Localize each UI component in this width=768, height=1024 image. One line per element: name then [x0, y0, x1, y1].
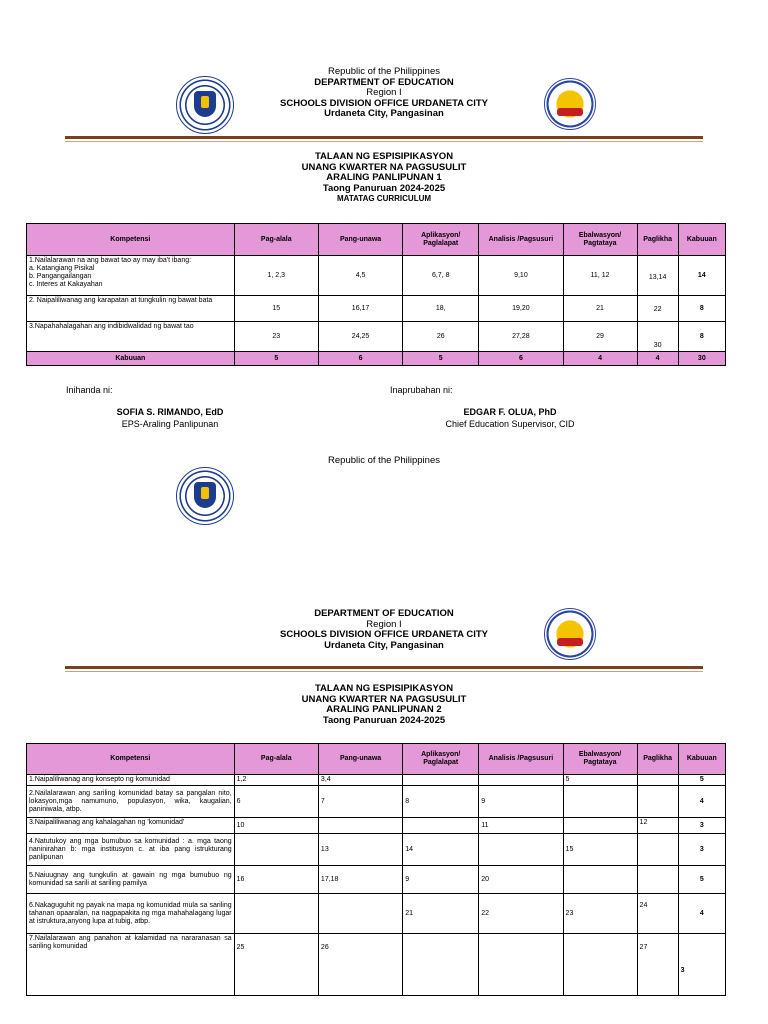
value-cell: 6 [234, 786, 318, 818]
value-cell: 27,28 [479, 322, 563, 352]
total-value: 30 [678, 352, 725, 366]
spec-table-ap1 [26, 223, 726, 366]
competency-cell: 2.Nailalarawan ang sariling komunidad batay sa pangalan nito, lokasyon,mga namumuno, populasyon, wika, kaugalian, paniniwala, atbp. [27, 786, 235, 818]
col-header: Analisis /Pagsusuri [479, 744, 563, 775]
value-cell [318, 894, 402, 934]
col-header: Kabuuan [678, 224, 725, 256]
region-text: Region I [366, 618, 402, 630]
col-header: Kabuuan [678, 744, 725, 775]
value-cell [637, 834, 678, 866]
total-value: 6 [318, 352, 402, 366]
prepared-name: SOFIA S. RIMANDO, EdD [116, 407, 224, 417]
total-cell: 8 [678, 322, 725, 352]
value-cell [318, 818, 402, 834]
value-cell [403, 818, 479, 834]
value-cell: 4,5 [318, 256, 402, 296]
value-cell: 21 [563, 296, 637, 322]
table-row [27, 934, 726, 996]
header-rule [65, 666, 703, 669]
header-rule [65, 136, 703, 139]
value-cell: 26 [318, 934, 402, 996]
title-line-4: Taong Panuruan 2024-2025 [322, 714, 446, 726]
table-row [27, 818, 726, 834]
republic-text: Republic of the Philippines [328, 66, 440, 77]
value-cell [403, 934, 479, 996]
col-header: Kompetensi [27, 224, 235, 256]
value-cell [479, 834, 563, 866]
value-cell: 26 [403, 322, 479, 352]
total-label: Kabuuan [27, 352, 235, 366]
approved-name: EDGAR F. OLUA, PhD [463, 407, 557, 417]
title-line-3: ARALING PANLIPUNAN 1 [326, 172, 442, 184]
competency-cell: 6.Nakaguguhit ng payak na mapa ng komunidad mula sa sariling tahanan opaaralan, na nagpapakita ng mga mahahalagang lugar at istruktura,anyong lupa at tubig, atbp. [27, 894, 235, 934]
value-cell: 9,10 [479, 256, 563, 296]
region-text: Region I [366, 87, 402, 99]
competency-cell: 5.Naiuugnay ang tungkulin at gawain ng mga bumubuo ng komunidad sa sarili at sariling pamilya [27, 866, 235, 894]
col-header: Pag-alala [234, 224, 318, 256]
value-cell: 5 [563, 775, 637, 786]
col-header: Pag-alala [234, 744, 318, 775]
value-cell: 1, 2,3 [234, 256, 318, 296]
table-row [27, 775, 726, 786]
total-cell: 3 [678, 818, 725, 834]
total-value: 4 [637, 352, 678, 366]
value-cell: 13 [318, 834, 402, 866]
value-cell: 11 [479, 818, 563, 834]
col-header: Ebalwasyon/ Pagtataya [563, 744, 637, 775]
approved-title: Chief Education Supervisor, CID [445, 419, 575, 429]
department-text: DEPARTMENT OF EDUCATION [314, 76, 454, 88]
value-cell: 7 [318, 786, 402, 818]
table-row [27, 786, 726, 818]
value-cell: 16 [234, 866, 318, 894]
value-cell: 17,18 [318, 866, 402, 894]
value-cell: 29 [563, 322, 637, 352]
table-row [27, 834, 726, 866]
competency-cell: 7.Nailalarawan ang panahon at kalamidad na nararanasan sa sariling komunidad [27, 934, 235, 996]
title-line-5: MATATAG CURRICULUM [336, 194, 432, 204]
value-cell: 15 [563, 834, 637, 866]
value-cell: 21 [403, 894, 479, 934]
city-text: Urdaneta City, Pangasinan [324, 639, 444, 651]
table-row [27, 894, 726, 934]
total-cell: 5 [678, 866, 725, 894]
value-cell [234, 834, 318, 866]
value-cell [563, 866, 637, 894]
division-text: SCHOOLS DIVISION OFFICE URDANETA CITY [280, 629, 488, 641]
competency-cell: 1.Nailalarawan na ang bawat tao ay may iba't ibang: a. Katangiang Pisikal b. Pangangailangan c. Interes at Kakayahan [27, 256, 235, 296]
table-row [27, 322, 726, 352]
title-line-2: UNANG KWARTER NA PAGSUSULIT [301, 693, 467, 705]
value-cell [479, 775, 563, 786]
col-header: Paglikha [637, 224, 678, 256]
prepared-label: Inihanda ni: [66, 385, 113, 395]
city-text: Urdaneta City, Pangasinan [324, 108, 444, 120]
value-cell: 8 [403, 786, 479, 818]
competency-cell: 1.Naipaliliwanag ang konsepto ng komunidad [27, 775, 235, 786]
total-cell: 3 [678, 834, 725, 866]
col-header: Analisis /Pagsusuri [479, 224, 563, 256]
approved-label: Inaprubahan ni: [390, 385, 453, 395]
total-cell: 4 [678, 894, 725, 934]
value-cell: 24 [637, 894, 678, 934]
value-cell: 23 [234, 322, 318, 352]
title-line-4: Taong Panuruan 2024-2025 [322, 182, 446, 194]
value-cell: 9 [403, 866, 479, 894]
value-cell [234, 894, 318, 934]
division-text: SCHOOLS DIVISION OFFICE URDANETA CITY [280, 97, 488, 109]
department-text: DEPARTMENT OF EDUCATION [314, 608, 454, 619]
value-cell [563, 786, 637, 818]
table-row [27, 256, 726, 296]
value-cell [637, 775, 678, 786]
header-rule-thin [65, 671, 703, 672]
table-header-row [27, 224, 726, 256]
value-cell [403, 775, 479, 786]
header-rule-thin [65, 141, 703, 142]
value-cell: 23 [563, 894, 637, 934]
col-header: Aplikasyon/ Paglalapat [403, 744, 479, 775]
page2-republic: Republic of the Philippines [328, 455, 440, 466]
total-value: 4 [563, 352, 637, 366]
title-line-1: TALAAN NG ESPISIPIKASYON [314, 151, 454, 162]
value-cell: 20 [479, 866, 563, 894]
value-cell: 18, [403, 296, 479, 322]
total-value: 5 [234, 352, 318, 366]
value-cell: 30 [637, 322, 678, 352]
value-cell: 22 [637, 296, 678, 322]
value-cell: 27 [637, 934, 678, 996]
value-cell: 12 [637, 818, 678, 834]
spec-table-ap2 [26, 743, 726, 996]
competency-cell: 4.Natutukoy ang mga bumubuo sa komunidad : a. mga taong naninirahan b: mga institusyon c. at iba pang istrukturang panlipunan [27, 834, 235, 866]
competency-cell: 2. Naipaliliwanag ang karapatan at tungkulin ng bawat bata [27, 296, 235, 322]
total-cell: 5 [678, 775, 725, 786]
col-header: Aplikasyon/ Paglalapat [403, 224, 479, 256]
value-cell [637, 866, 678, 894]
title-line-2: UNANG KWARTER NA PAGSUSULIT [301, 161, 467, 173]
value-cell [563, 934, 637, 996]
value-cell: 10 [234, 818, 318, 834]
col-header: Kompetensi [27, 744, 235, 775]
title-line-3: ARALING PANLIPUNAN 2 [326, 704, 442, 716]
col-header: Paglikha [637, 744, 678, 775]
col-header: Pang-unawa [318, 224, 402, 256]
total-cell: 14 [678, 256, 725, 296]
total-cell: 3 [678, 934, 725, 996]
page2-title [200, 684, 568, 726]
col-header: Pang-unawa [318, 744, 402, 775]
total-value: 5 [403, 352, 479, 366]
value-cell: 25 [234, 934, 318, 996]
prepared-title: EPS-Araling Panlipunan [121, 419, 219, 429]
page1-header [200, 67, 568, 120]
competency-cell: 3.Naipaliliwanag ang kahalagahan ng 'komunidad' [27, 818, 235, 834]
value-cell: 14 [403, 834, 479, 866]
value-cell [563, 818, 637, 834]
value-cell: 11, 12 [563, 256, 637, 296]
value-cell: 6,7, 8 [403, 256, 479, 296]
value-cell: 3,4 [318, 775, 402, 786]
title-line-1: TALAAN NG ESPISIPIKASYON [314, 683, 454, 694]
value-cell: 24,25 [318, 322, 402, 352]
value-cell: 9 [479, 786, 563, 818]
value-cell: 1,2 [234, 775, 318, 786]
value-cell [479, 934, 563, 996]
total-cell: 4 [678, 786, 725, 818]
value-cell: 22 [479, 894, 563, 934]
table-total-row [27, 352, 726, 366]
value-cell: 16,17 [318, 296, 402, 322]
total-cell: 8 [678, 296, 725, 322]
total-value: 6 [479, 352, 563, 366]
table-row [27, 866, 726, 894]
competency-cell: 3.Napahahalagahan ang indibidwalidad ng bawat tao [27, 322, 235, 352]
value-cell [637, 786, 678, 818]
table-header-row [27, 744, 726, 775]
value-cell: 15 [234, 296, 318, 322]
deped-seal-icon [176, 467, 234, 525]
col-header: Ebalwasyon/ Pagtataya [563, 224, 637, 256]
value-cell: 13,14 [637, 256, 678, 296]
page1-title [200, 152, 568, 205]
page2-header [200, 609, 568, 651]
value-cell: 19,20 [479, 296, 563, 322]
table-row [27, 296, 726, 322]
